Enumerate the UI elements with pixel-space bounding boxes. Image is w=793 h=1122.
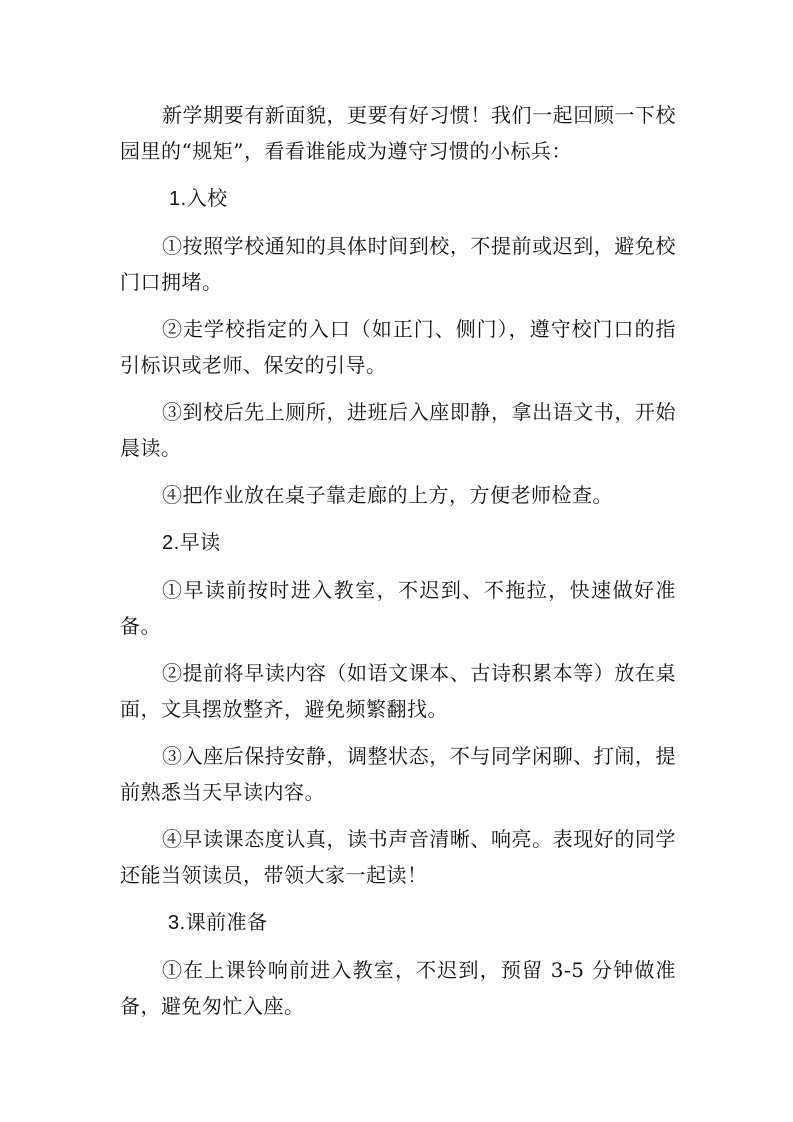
section-title: 早读: [179, 530, 221, 554]
list-item: ③到校后先上厕所，进班后入座即静，拿出语文书，开始晨读。: [120, 400, 676, 460]
document-body: [120, 97, 676, 1035]
section-number: 3.: [168, 912, 186, 934]
list-item: ①按照学校通知的具体时间到校，不提前或迟到，避免校门口拥堵。: [120, 234, 676, 294]
list-item: ②提前将早读内容（如语文课本、古诗积累本等）放在桌面，文具摆放整齐，避免频繁翻找。: [120, 661, 676, 721]
section-title: 入校: [186, 186, 228, 210]
intro-paragraph: 新学期要有新面貌，更要有好习惯！我们一起回顾一下校园里的“规矩”，看看谁能成为遵守习惯的小标兵：: [120, 103, 676, 163]
list-item: ③入座后保持安静，调整状态，不与同学闲聊、打闹，提前熟悉当天早读内容。: [120, 744, 676, 804]
section-number: 1.: [169, 188, 187, 210]
section-heading-morning-reading: [120, 524, 676, 561]
section-title: 课前准备: [185, 910, 268, 934]
section-heading-class-prep: [120, 904, 676, 941]
section-heading-arrival: [120, 180, 676, 217]
list-item: ②走学校指定的入口（如正门、侧门），遵守校门口的指引标识或老师、保安的引导。: [120, 317, 676, 377]
list-item: ①在上课铃响前进入教室，不迟到，预留 3-5 分钟做准备，避免匆忙入座。: [120, 958, 676, 1018]
list-item: ④早读课态度认真，读书声音清晰、响亮。表现好的同学还能当领读员，带领大家一起读！: [120, 827, 676, 887]
section-number: 2.: [162, 532, 180, 554]
list-item: ①早读前按时进入教室，不迟到、不拖拉，快速做好准备。: [120, 578, 676, 638]
list-item: ④把作业放在桌子靠走廊的上方，方便老师检查。: [162, 483, 613, 507]
